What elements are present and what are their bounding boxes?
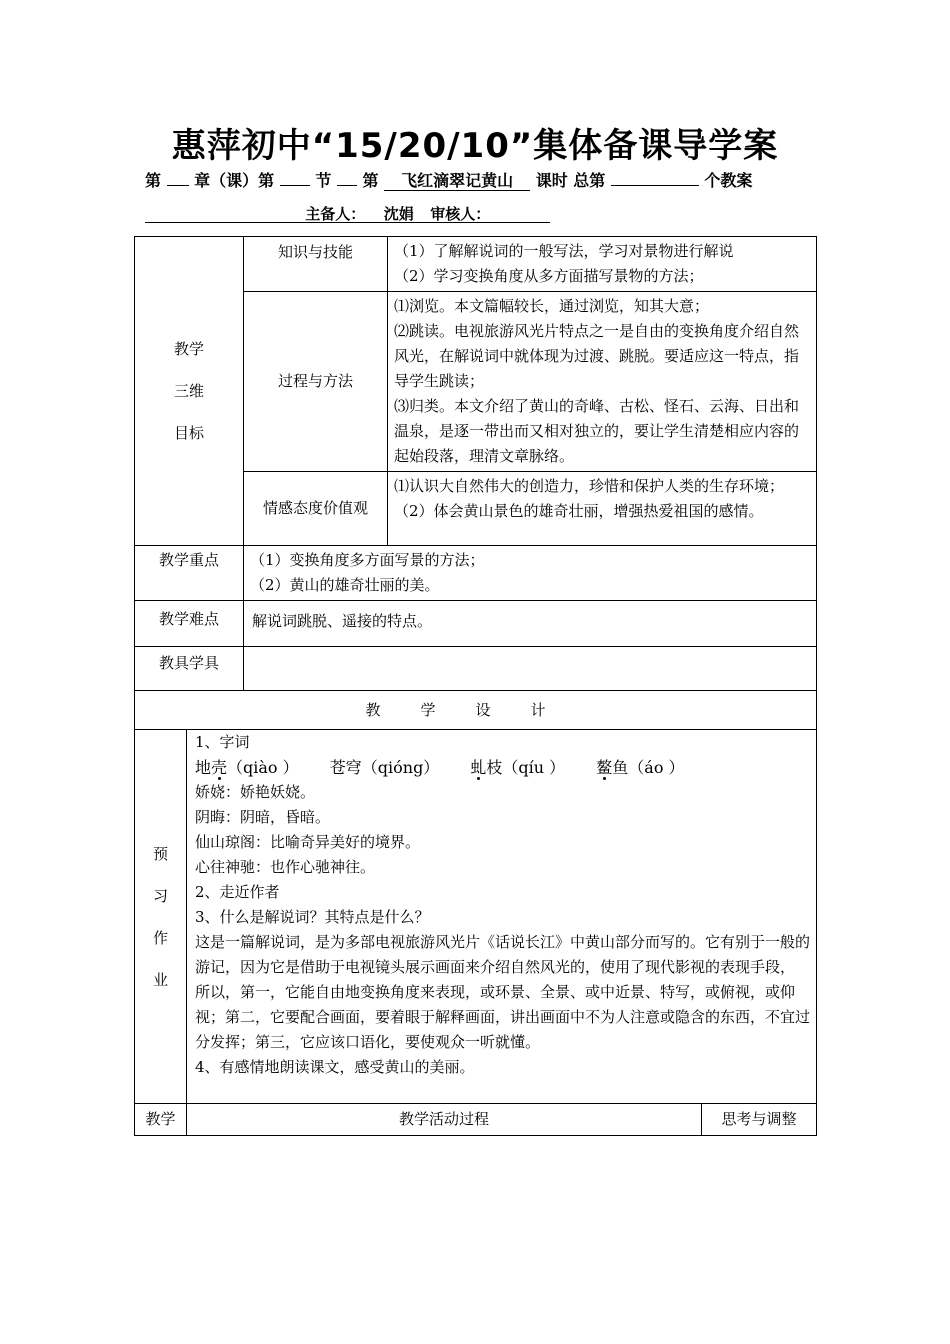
goal-text-process: ⑴浏览。本文篇幅较长，通过浏览，知其大意； ⑵跳读。电视旅游风光片特点之一是自由的变换角度介绍自然风光，在解说词中就体现为过渡、跳脱。要适应这一特点，指导学生跳读； ⑶归类。本文介绍了黄山的奇峰、古松、怪石、云海、日出和温泉，是逐一带出而又相对独立的，要让学生清楚相应内容的起始段落，理清文章脉络。 bbox=[388, 292, 817, 472]
blank-section bbox=[280, 185, 310, 186]
activity-header-row bbox=[135, 1104, 817, 1136]
explanation-paragraph-2: 所以，第一，它能自由地变换角度来表现，或环景、全景、或中近景、特写，或俯视，或仰视；第二，它要配合画面，要着眼于解释画面，讲出画面中不为人注意或隐含的东西，不宜过分发挥；第三，它应该口语化，要使观众一听就懂。 bbox=[195, 983, 811, 1051]
word-2: 苍穹（qióng） bbox=[329, 758, 440, 777]
activity-col-process: 教学活动过程 bbox=[187, 1104, 702, 1136]
label-keshi: 课时 总第 bbox=[535, 171, 606, 190]
label-di2: 第 bbox=[362, 171, 379, 190]
definition: 仙山琼阁：比喻奇异美好的境界。 bbox=[195, 833, 421, 851]
word-1: 地壳（qiào ） bbox=[195, 758, 299, 777]
goal-name-process: 过程与方法 bbox=[244, 292, 388, 472]
blank-total bbox=[611, 185, 699, 186]
author-label: 主备人： bbox=[305, 205, 366, 223]
reviewer-label: 审核人： bbox=[430, 205, 491, 223]
definition: 心往神驰：也作心驰神往。 bbox=[195, 858, 376, 876]
design-heading-row bbox=[135, 691, 817, 730]
preview-item-3: 3、什么是解说词？其特点是什么？ bbox=[195, 908, 430, 926]
activity-col-reflection: 思考与调整 bbox=[702, 1104, 817, 1136]
page-title: 惠萍初中“15/20/10”集体备课导学案 bbox=[171, 126, 779, 166]
lesson-plan-table bbox=[134, 236, 817, 1136]
explanation-paragraph-1: 这是一篇解说词，是为多部电视旅游风光片《话说长江》中黄山部分而写的。它有别于一般的游记，因为它是借助于电视镜头展示画面来介绍自然风光的，使用了现代影视的表现手段， bbox=[195, 933, 811, 976]
label-chapter: 章（课）第 bbox=[194, 171, 275, 190]
label-jie: 节 bbox=[315, 171, 332, 190]
activity-col-teaching: 教学 bbox=[135, 1104, 187, 1136]
key-points-label: 教学重点 bbox=[135, 546, 244, 601]
key-points-row bbox=[135, 546, 817, 601]
preview-item-4: 4、有感情地朗读课文，感受黄山的美丽。 bbox=[195, 1058, 475, 1076]
blank-pre-di bbox=[337, 185, 357, 186]
goal-text-knowledge: （1）了解解说词的一般写法，学习对景物进行解说 （2）学习变换角度从多方面描写景物的方法； bbox=[388, 237, 817, 292]
difficulty-row bbox=[135, 601, 817, 647]
label-di: 第 bbox=[145, 171, 162, 190]
preview-label: 预 习 作 业 bbox=[135, 730, 187, 1104]
lesson-title: 飞红滴翠记黄山 bbox=[384, 172, 530, 191]
lesson-info-line bbox=[145, 168, 805, 191]
goals-label: 教学 三维 目标 bbox=[135, 237, 244, 546]
difficulty-text: 解说词跳脱、遥接的特点。 bbox=[244, 601, 817, 647]
preview-item-1: 1、字词 bbox=[195, 733, 250, 751]
definition: 娇娆：娇艳妖娆。 bbox=[195, 783, 316, 801]
blank-chapter bbox=[167, 185, 189, 186]
goal-name-knowledge: 知识与技能 bbox=[244, 237, 388, 292]
word-list bbox=[195, 755, 810, 780]
word-3: 虬枝（qíu ） bbox=[470, 758, 566, 777]
author-line bbox=[145, 203, 550, 223]
difficulty-label: 教学难点 bbox=[135, 601, 244, 647]
preview-row bbox=[135, 730, 817, 1104]
goals-row-knowledge bbox=[135, 237, 817, 292]
preview-content bbox=[187, 730, 817, 1104]
tools-row bbox=[135, 647, 817, 691]
author-name: 沈娟 bbox=[383, 205, 414, 223]
key-points-text: （1）变换角度多方面写景的方法； （2）黄山的雄奇壮丽的美。 bbox=[244, 546, 817, 601]
word-4: 鳌鱼（áo ） bbox=[596, 758, 685, 777]
tools-text bbox=[244, 647, 817, 691]
goal-name-emotion: 情感态度价值观 bbox=[244, 472, 388, 546]
goal-text-emotion: ⑴认识大自然伟大的创造力，珍惜和保护人类的生存环境； （2）体会黄山景色的雄奇壮丽，增强热爱祖国的感情。 bbox=[388, 472, 817, 546]
design-heading: 教学设计 bbox=[135, 691, 817, 730]
tools-label: 教具学具 bbox=[135, 647, 244, 691]
preview-item-2: 2、走近作者 bbox=[195, 883, 280, 901]
definition: 阴晦：阴暗，昏暗。 bbox=[195, 808, 331, 826]
label-gejiaoan: 个教案 bbox=[704, 171, 753, 190]
